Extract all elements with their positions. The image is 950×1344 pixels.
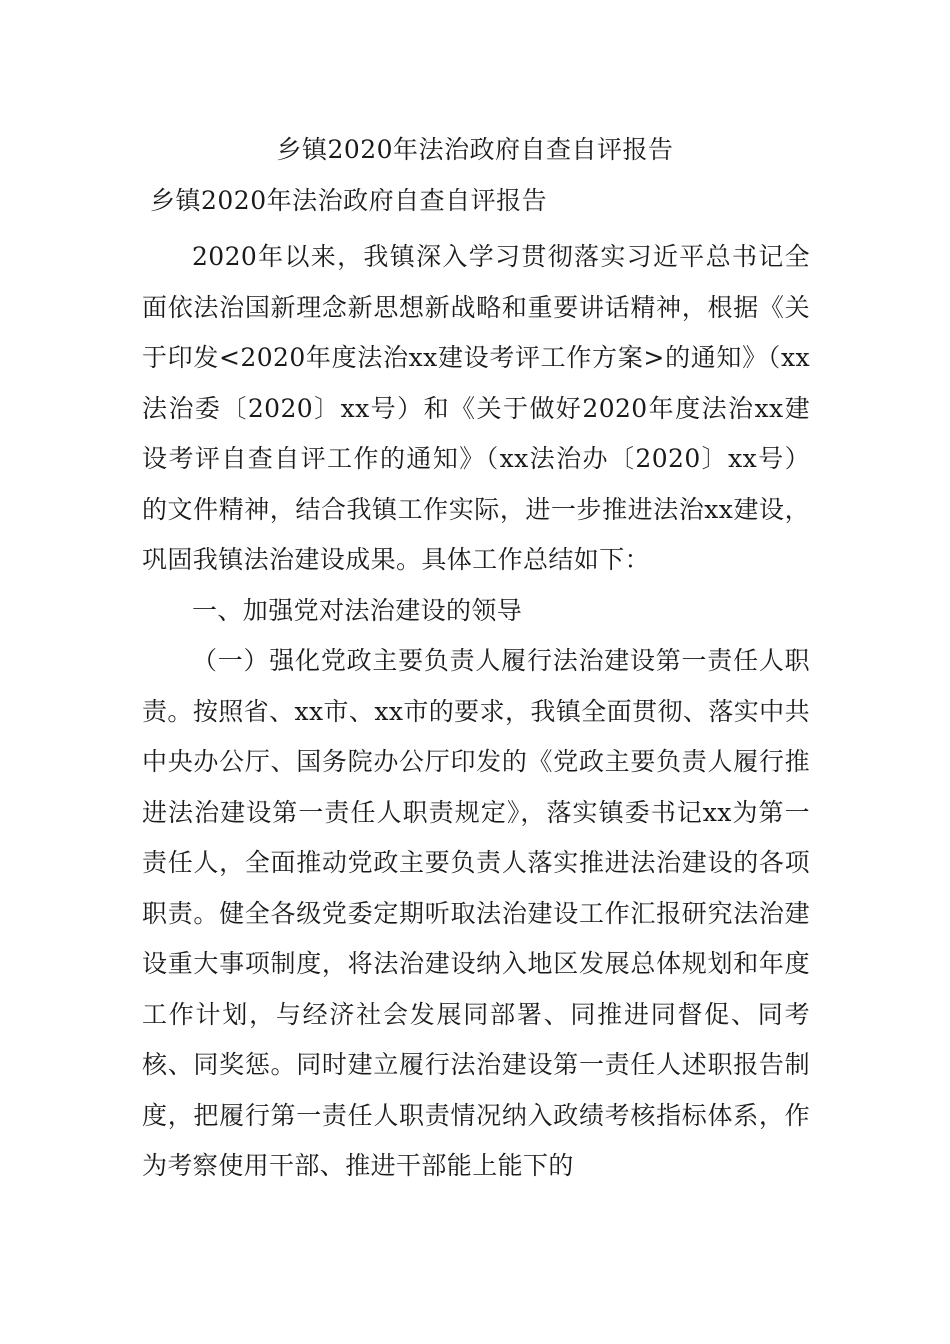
paragraph-intro: 2020年以来，我镇深入学习贯彻落实习近平总书记全面依法治国新理念新思想新战略和重要讲话精神，根据《关于印发<2020年度法治xx建设考评工作方案>的通知》（xx法治委〔2020〕xx号）和《关于做好2020年度法治xx建设考评自查自评工作的通知》（xx法治办〔2020〕xx号）的文件精神，结合我镇工作实际，进一步推进法治xx建设，巩固我镇法治建设成果。具体工作总结如下： [142, 242, 810, 574]
section-heading: 一、加强党对法治建设的领导 [192, 595, 523, 625]
document-title: 乡镇2020年法治政府自查自评报告 [276, 135, 674, 164]
document-body [142, 232, 810, 1192]
document-subtitle: 乡镇2020年法治政府自查自评报告 [150, 186, 548, 215]
paragraph-section-1-1: （一）强化党政主要负责人履行法治建设第一责任人职责。按照省、xx市、xx市的要求，我镇全面贯彻、落实中共中央办公厅、国务院办公厅印发的《党政主要负责人履行推进法治建设第一责任人职责规定》，落实镇委书记xx为第一责任人，全面推动党政主要负责人落实推进法治建设的各项职责。健全各级党委定期听取法治建设工作汇报研究法治建设重大事项制度，将法治建设纳入地区发展总体规划和年度工作计划，与经济社会发展同部署、同推进同督促、同考核、同奖惩。同时建立履行法治建设第一责任人述职报告制度，把履行第一责任人职责情况纳入政绩考核指标体系，作为考察使用干部、推进干部能上能下的 [142, 646, 810, 1180]
